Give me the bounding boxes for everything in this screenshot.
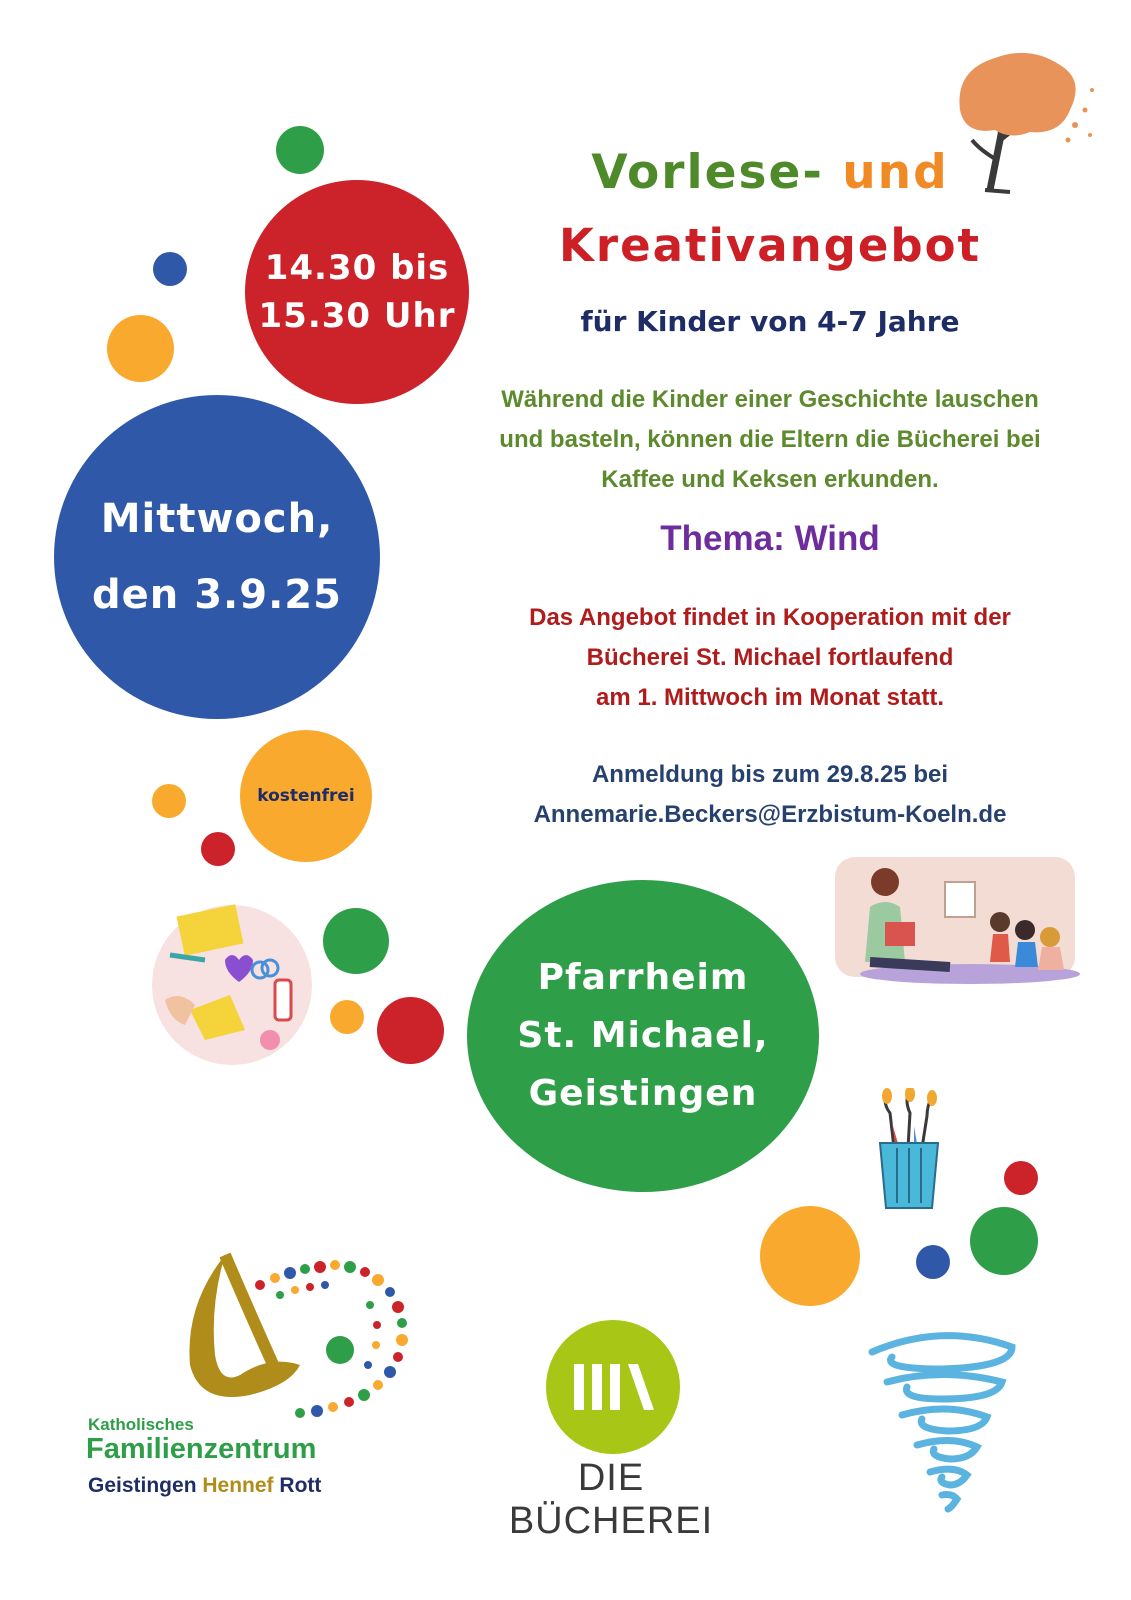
decor-dot-green <box>970 1207 1038 1275</box>
buecherei-logo-text: DIE BÜCHEREI <box>508 1457 714 1542</box>
date-line-2: den 3.9.25 <box>92 572 342 618</box>
decor-dot-red <box>377 997 444 1064</box>
reading-illustration <box>830 852 1080 987</box>
time-circle-text <box>245 180 469 404</box>
cooperation-line: am 1. Mittwoch im Monat statt. <box>595 684 945 711</box>
description <box>480 380 1060 500</box>
decor-dot-orange <box>107 315 174 382</box>
buecherei-logo-icon <box>572 1362 657 1412</box>
tornado-icon <box>862 1327 1022 1517</box>
cooperation-line: Das Angebot findet in Kooperation mit der <box>529 604 1011 631</box>
title-line-1 <box>520 145 1020 200</box>
familienzentrum-line-1: Katholisches <box>88 1415 194 1434</box>
place-2: Hennef <box>202 1474 274 1497</box>
time-line-2: 15.30 Uhr <box>258 296 456 336</box>
familienzentrum-logo-mark <box>180 1245 425 1435</box>
date-circle-text <box>54 395 380 719</box>
cooperation-line: Bücherei St. Michael fortlaufend <box>586 644 954 671</box>
title-line-2: Kreativangebot <box>559 219 981 272</box>
price-label: kostenfrei <box>257 785 355 806</box>
decor-dot-blue <box>153 252 187 286</box>
cooperation-note <box>480 598 1060 718</box>
title-part-1: Vorlese- <box>591 145 824 200</box>
description-line: Während die Kinder einer Geschichte lauschen <box>501 386 1039 413</box>
description-line: Kaffee und Keksen erkunden. <box>601 466 939 493</box>
theme: Thema: Wind <box>660 519 880 558</box>
decor-dot-orange <box>330 1000 364 1034</box>
registration-line: Anmeldung bis zum 29.8.25 bei <box>591 761 949 788</box>
location-line-2: St. Michael, <box>517 1015 769 1056</box>
craft-illustration <box>150 900 315 1070</box>
tree-illustration <box>950 40 1100 205</box>
description-line: und basteln, können die Eltern die Bücherei bei <box>499 426 1041 453</box>
time-line-1: 14.30 bis <box>264 248 450 288</box>
decor-dot-orange <box>152 784 186 818</box>
subtitle: für Kinder von 4-7 Jahre <box>580 305 960 338</box>
registration-email[interactable]: Annemarie.Beckers@Erzbistum-Koeln.de <box>533 801 1007 828</box>
title-part-2: und <box>842 145 949 200</box>
familienzentrum-line-2: Familienzentrum <box>86 1433 317 1465</box>
date-line-1: Mittwoch, <box>100 496 334 542</box>
location-line-1: Pfarrheim <box>537 957 749 998</box>
decor-dot-blue <box>916 1245 950 1279</box>
decor-dot-orange <box>760 1206 860 1306</box>
pencil-cup-icon <box>872 1088 947 1213</box>
familienzentrum-places <box>88 1474 321 1498</box>
decor-dot-green <box>276 126 324 174</box>
location-circle-text <box>467 880 819 1192</box>
place-1: Geistingen <box>88 1474 197 1497</box>
decor-dot-red <box>201 832 235 866</box>
price-circle-text <box>240 730 372 862</box>
decor-dot-red <box>1004 1161 1038 1195</box>
registration <box>480 755 1060 835</box>
place-3: Rott <box>279 1474 322 1497</box>
decor-dot-green <box>323 908 389 974</box>
location-line-3: Geistingen <box>528 1073 758 1114</box>
